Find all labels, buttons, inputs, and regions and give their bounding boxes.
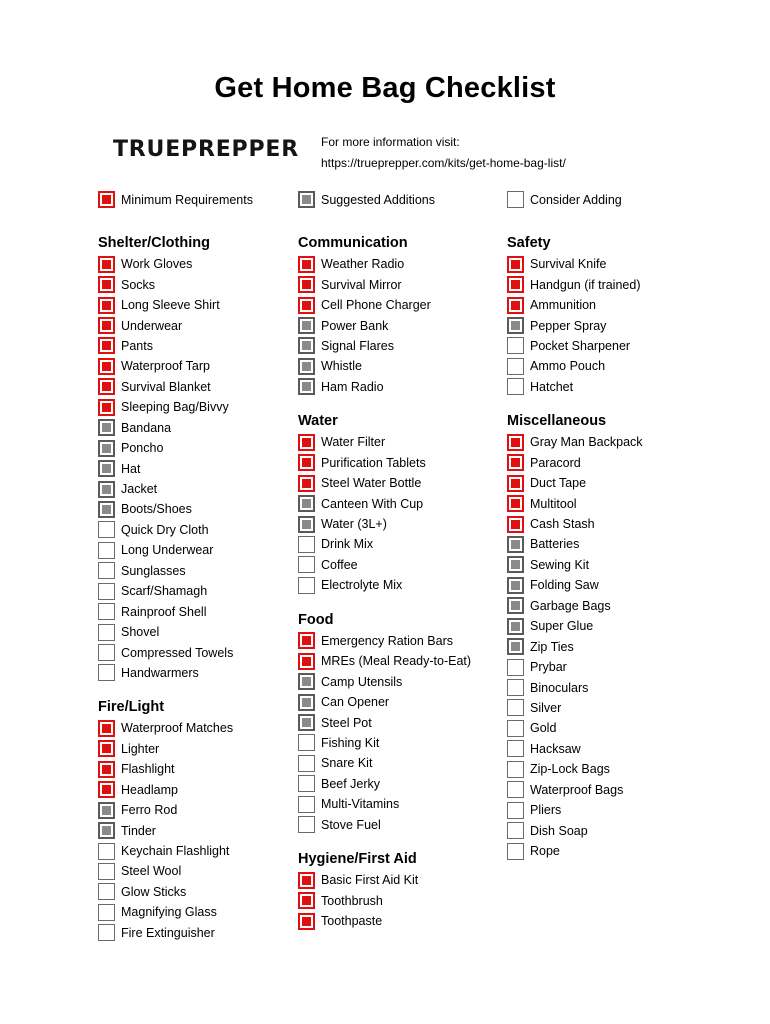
checkbox[interactable] [298, 378, 315, 395]
checklist-item[interactable] [507, 514, 727, 534]
checkbox[interactable] [98, 501, 115, 518]
checklist-item[interactable] [98, 800, 318, 820]
checklist-item[interactable] [98, 902, 318, 922]
checklist-item-label: Sewing Kit [530, 557, 590, 572]
checklist-item[interactable] [98, 356, 318, 376]
checklist-item-label: Ammo Pouch [530, 359, 606, 374]
checkbox[interactable] [98, 317, 115, 334]
checklist-item[interactable] [298, 336, 518, 356]
checklist-item-label: Beef Jerky [321, 776, 381, 791]
checkbox[interactable] [507, 740, 524, 757]
checklist-item[interactable] [98, 458, 318, 478]
checklist-item-label: Stove Fuel [321, 817, 381, 832]
checkbox[interactable] [298, 775, 315, 792]
checklist-item[interactable] [507, 677, 727, 697]
checklist-item-label: Cell Phone Charger [321, 298, 431, 313]
checklist-item-label: Hatchet [530, 379, 574, 394]
checklist-item[interactable] [298, 890, 518, 910]
checkbox[interactable] [98, 624, 115, 641]
checklist-item-label: Ferro Rod [121, 803, 178, 818]
checklist-item[interactable] [298, 254, 518, 274]
checkbox[interactable] [298, 495, 315, 512]
checkbox[interactable] [98, 740, 115, 757]
checklist-item-label: Rainproof Shell [121, 604, 207, 619]
checklist-item-label: Paracord [530, 455, 581, 470]
checkbox[interactable] [98, 562, 115, 579]
checklist-item-label: Power Bank [321, 318, 389, 333]
info-url[interactable]: https://trueprepper.com/kits/get-home-bag-list/ [321, 156, 566, 170]
checklist-item-label: Toothpaste [321, 914, 383, 929]
checklist-item[interactable] [98, 377, 318, 397]
checkbox[interactable] [507, 761, 524, 778]
checklist-item-label: Gold [530, 721, 557, 736]
checklist-item[interactable] [507, 295, 727, 315]
checklist-item[interactable] [507, 432, 727, 452]
checklist-item[interactable] [98, 418, 318, 438]
checklist-item[interactable] [98, 923, 318, 943]
checkbox[interactable] [98, 440, 115, 457]
checklist-item[interactable] [507, 657, 727, 677]
checkbox[interactable] [298, 297, 315, 314]
info-block [321, 132, 566, 174]
checklist-item-label: Survival Blanket [121, 379, 211, 394]
checklist-item[interactable] [298, 753, 518, 773]
checklist-item-label: Survival Knife [530, 257, 607, 272]
checkbox[interactable] [298, 516, 315, 533]
section-title: Shelter/Clothing [98, 235, 210, 251]
checkbox[interactable] [507, 802, 524, 819]
checklist-item[interactable] [507, 636, 727, 656]
checklist-item-label: Waterproof Tarp [121, 359, 210, 374]
checklist-item-label: Fire Extinguisher [121, 925, 215, 940]
checkbox[interactable] [507, 516, 524, 533]
checklist-item[interactable] [298, 432, 518, 452]
checkbox[interactable] [98, 521, 115, 538]
checkbox[interactable] [298, 434, 315, 451]
checkbox[interactable] [298, 816, 315, 833]
checklist-item-label: Duct Tape [530, 476, 587, 491]
checklist-item-label: Flashlight [121, 762, 175, 777]
checklist-item[interactable] [298, 473, 518, 493]
checklist-item-label: Garbage Bags [530, 598, 611, 613]
checklist-item-label: Gray Man Backpack [530, 435, 643, 450]
checklist-item[interactable] [98, 397, 318, 417]
checkbox[interactable] [507, 556, 524, 573]
checkbox[interactable] [298, 577, 315, 594]
checklist-item[interactable] [98, 499, 318, 519]
checklist-item-label: Purification Tablets [321, 455, 426, 470]
checkbox[interactable] [98, 781, 115, 798]
checklist-item-label: MREs (Meal Ready-to-Eat) [321, 654, 472, 669]
checklist-item-label: Prybar [530, 660, 567, 675]
checklist-item[interactable] [298, 692, 518, 712]
checklist-item-label: Underwear [121, 318, 183, 333]
checklist-item-label: Can Opener [321, 695, 390, 710]
checkbox[interactable] [298, 872, 315, 889]
legend-required-label: Minimum Requirements [121, 192, 253, 207]
checklist-item[interactable] [298, 712, 518, 732]
checkbox[interactable] [298, 796, 315, 813]
checkbox[interactable] [98, 883, 115, 900]
checklist-item-label: Dish Soap [530, 823, 588, 838]
checkbox[interactable] [507, 638, 524, 655]
checklist-item[interactable] [507, 780, 727, 800]
checklist-item-label: Weather Radio [321, 257, 405, 272]
checkbox[interactable] [507, 358, 524, 375]
checklist-item[interactable] [507, 254, 727, 274]
checklist-item-label: Rope [530, 844, 560, 859]
checklist-item[interactable] [298, 815, 518, 835]
checklist-item-label: Long Underwear [121, 543, 214, 558]
checkbox[interactable] [298, 653, 315, 670]
checklist-item[interactable] [298, 794, 518, 814]
checklist-column-left [98, 233, 318, 943]
checkbox[interactable] [98, 358, 115, 375]
checklist-item-label: Waterproof Matches [121, 721, 234, 736]
checklist-item-label: Quick Dry Cloth [121, 522, 209, 537]
checklist-item[interactable] [507, 315, 727, 335]
checklist-item-label: Compressed Towels [121, 645, 234, 660]
checkbox[interactable] [98, 276, 115, 293]
checkbox[interactable] [507, 822, 524, 839]
checkbox[interactable] [98, 297, 115, 314]
checklist-item-label: Batteries [530, 537, 580, 552]
checkbox[interactable] [298, 256, 315, 273]
checklist-item-label: Electrolyte Mix [321, 578, 403, 593]
checkbox[interactable] [507, 577, 524, 594]
checklist-item[interactable] [98, 739, 318, 759]
checklist-item-label: Sleeping Bag/Bivvy [121, 400, 229, 415]
checkbox[interactable] [507, 434, 524, 451]
checklist-item-label: Survival Mirror [321, 277, 402, 292]
legend-suggested-label: Suggested Additions [321, 192, 435, 207]
legend-consider [507, 191, 622, 208]
checkbox[interactable] [98, 583, 115, 600]
checklist-item-label: Super Glue [530, 619, 594, 634]
section-title: Food [298, 611, 334, 628]
checkbox[interactable] [507, 276, 524, 293]
checklist-item-label: Toothbrush [321, 893, 383, 908]
checklist-item-label: Glow Sticks [121, 884, 187, 899]
checklist-item-label: Socks [121, 277, 156, 292]
checklist-column-right [507, 233, 727, 861]
checklist-item[interactable] [98, 540, 318, 560]
checklist-item-label: Silver [530, 700, 562, 715]
checklist-item[interactable] [298, 733, 518, 753]
legend-suggested [298, 191, 435, 208]
checkbox[interactable] [98, 761, 115, 778]
checklist-item[interactable] [298, 671, 518, 691]
checkbox[interactable] [507, 454, 524, 471]
checklist-item[interactable] [98, 315, 318, 335]
checkbox[interactable] [98, 802, 115, 819]
checklist-item[interactable] [98, 336, 318, 356]
section-spacer [298, 596, 518, 610]
checklist-item[interactable] [507, 759, 727, 779]
checklist-item[interactable] [98, 479, 318, 499]
checkbox[interactable] [98, 256, 115, 273]
checklist-item[interactable] [98, 718, 318, 738]
checklist-item[interactable] [507, 820, 727, 840]
checklist-item[interactable] [298, 356, 518, 376]
checkbox[interactable] [298, 892, 315, 909]
checklist-item[interactable] [98, 663, 318, 683]
checkbox[interactable] [507, 475, 524, 492]
checklist-item-label: Magnifying Glass [121, 905, 217, 920]
checkbox[interactable] [507, 699, 524, 716]
checkbox[interactable] [507, 843, 524, 860]
checkbox[interactable] [98, 460, 115, 477]
checkbox[interactable] [298, 317, 315, 334]
checklist-item-label: Bandana [121, 420, 172, 435]
section-title: Fire/Light [98, 699, 165, 716]
checklist-item-label: Hat [121, 461, 141, 476]
checkbox[interactable] [507, 659, 524, 676]
checklist-item[interactable] [507, 555, 727, 575]
checklist-item-label: Jacket [121, 482, 158, 497]
checkbox[interactable] [298, 454, 315, 471]
checklist-item-label: Handgun (if trained) [530, 277, 641, 292]
checklist-item-label: Water (3L+) [321, 517, 387, 532]
checkbox[interactable] [298, 694, 315, 711]
checkbox[interactable] [98, 904, 115, 921]
checklist-item[interactable] [298, 274, 518, 294]
legend-consider-label: Consider Adding [530, 192, 622, 207]
checklist-item[interactable] [98, 882, 318, 902]
checklist-item[interactable] [507, 534, 727, 554]
checklist-item-label: Pepper Spray [530, 318, 607, 333]
checklist-item-label: Drink Mix [321, 537, 374, 552]
checklist-item[interactable] [98, 820, 318, 840]
section-spacer [98, 683, 318, 697]
consider-checkbox-icon [507, 191, 524, 208]
checkbox[interactable] [298, 913, 315, 930]
checklist-item[interactable] [507, 575, 727, 595]
checklist-item[interactable] [98, 861, 318, 881]
checklist-item-label: Multi-Vitamins [321, 797, 400, 812]
checklist-item-label: Sunglasses [121, 563, 186, 578]
checklist-item[interactable] [507, 616, 727, 636]
checklist-item[interactable] [98, 274, 318, 294]
checklist-item-label: Snare Kit [321, 756, 373, 771]
checklist-item-label: Camp Utensils [321, 674, 403, 689]
checkbox[interactable] [298, 276, 315, 293]
checkbox[interactable] [507, 256, 524, 273]
checkbox[interactable] [98, 419, 115, 436]
checklist-item[interactable] [298, 295, 518, 315]
checklist-item[interactable] [507, 739, 727, 759]
checklist-item-label: Whistle [321, 359, 362, 374]
checklist-item[interactable] [298, 377, 518, 397]
checklist-item-label: Hacksaw [530, 741, 581, 756]
checklist-item[interactable] [507, 274, 727, 294]
checklist-item-label: Poncho [121, 441, 164, 456]
section-title: Safety [507, 235, 551, 251]
section-title: Hygiene/First Aid [298, 850, 417, 867]
legend-required [98, 191, 253, 208]
checkbox[interactable] [507, 337, 524, 354]
checklist-item[interactable] [98, 780, 318, 800]
checkbox[interactable] [298, 337, 315, 354]
checklist-item-label: Steel Water Bottle [321, 476, 422, 491]
checklist-item[interactable] [298, 911, 518, 931]
checklist-item-label: Tinder [121, 823, 156, 838]
checklist-item-label: Binoculars [530, 680, 589, 695]
checklist-item-label: Multitool [530, 496, 577, 511]
checkbox[interactable] [507, 536, 524, 553]
checklist-item[interactable] [507, 718, 727, 738]
checklist-item-label: Waterproof Bags [530, 782, 624, 797]
section-title: Communication [298, 235, 408, 251]
checklist-item[interactable] [98, 759, 318, 779]
checkbox[interactable] [507, 618, 524, 635]
checkbox[interactable] [298, 556, 315, 573]
checklist-item[interactable] [98, 622, 318, 642]
checklist-item-label: Pocket Sharpener [530, 338, 631, 353]
checkbox[interactable] [507, 297, 524, 314]
checklist-item[interactable] [298, 774, 518, 794]
checklist-item[interactable] [507, 377, 727, 397]
checklist-item-label: Lighter [121, 741, 160, 756]
checkbox[interactable] [298, 536, 315, 553]
checkbox[interactable] [507, 781, 524, 798]
checklist-item-label: Signal Flares [321, 338, 394, 353]
checklist-item[interactable] [507, 841, 727, 861]
checkbox[interactable] [98, 664, 115, 681]
checkbox[interactable] [298, 734, 315, 751]
checkbox[interactable] [507, 597, 524, 614]
checklist-item-label: Shovel [121, 625, 160, 640]
checklist-item-label: Cash Stash [530, 517, 595, 532]
checklist-item-label: Long Sleeve Shirt [121, 298, 220, 313]
checklist-item-label: Steel Wool [121, 864, 182, 879]
checklist-item[interactable] [98, 438, 318, 458]
checklist-item[interactable] [98, 841, 318, 861]
checkbox[interactable] [298, 475, 315, 492]
checklist-column-middle [298, 233, 518, 931]
checkbox[interactable] [298, 673, 315, 690]
checklist-item-label: Folding Saw [530, 578, 599, 593]
checkbox[interactable] [507, 720, 524, 737]
checkbox[interactable] [98, 720, 115, 737]
checkbox[interactable] [98, 822, 115, 839]
checklist-item[interactable] [298, 315, 518, 335]
trueprepper-logo: TRUEPREPPER [113, 137, 299, 162]
section-title: Miscellaneous [507, 413, 607, 430]
checkbox[interactable] [507, 679, 524, 696]
section-spacer [298, 397, 518, 411]
checkbox[interactable] [98, 378, 115, 395]
checklist-item[interactable] [298, 870, 518, 890]
checklist-item-label: Keychain Flashlight [121, 844, 230, 859]
checklist-item-label: Boots/Shoes [121, 502, 192, 517]
checkbox[interactable] [298, 358, 315, 375]
checkbox[interactable] [98, 843, 115, 860]
checklist-item[interactable] [98, 581, 318, 601]
suggested-checkbox-icon [298, 191, 315, 208]
checklist-item[interactable] [98, 601, 318, 621]
checklist-item[interactable] [298, 453, 518, 473]
checklist-item-label: Emergency Ration Bars [321, 633, 454, 648]
checklist-item[interactable] [298, 631, 518, 651]
checklist-item-label: Basic First Aid Kit [321, 873, 419, 888]
required-checkbox-icon [98, 191, 115, 208]
checklist-item-label: Water Filter [321, 435, 386, 450]
checklist-item[interactable] [98, 520, 318, 540]
checklist-item[interactable] [298, 575, 518, 595]
checklist-item[interactable] [507, 698, 727, 718]
checklist-item-label: Scarf/Shamagh [121, 584, 208, 599]
checklist-item[interactable] [507, 453, 727, 473]
checklist-item[interactable] [298, 651, 518, 671]
checklist-item[interactable] [507, 493, 727, 513]
section-spacer [298, 835, 518, 849]
checklist-item-label: Ammunition [530, 298, 596, 313]
checkbox[interactable] [98, 337, 115, 354]
checklist-item[interactable] [298, 534, 518, 554]
checklist-item[interactable] [298, 493, 518, 513]
page-title: Get Home Bag Checklist [214, 72, 556, 104]
checkbox[interactable] [98, 863, 115, 880]
checkbox[interactable] [507, 378, 524, 395]
checklist-item[interactable] [98, 642, 318, 662]
checkbox[interactable] [98, 399, 115, 416]
checklist-item-label: Zip-Lock Bags [530, 762, 610, 777]
checklist-item[interactable] [507, 473, 727, 493]
checkbox[interactable] [507, 495, 524, 512]
checklist-item[interactable] [507, 356, 727, 376]
section-title: Water [298, 413, 338, 430]
checkbox[interactable] [298, 632, 315, 649]
checklist-item[interactable] [98, 254, 318, 274]
checklist-item-label: Handwarmers [121, 665, 199, 680]
checklist-item[interactable] [298, 514, 518, 534]
checklist-item[interactable] [98, 295, 318, 315]
info-line: For more information visit: [321, 135, 460, 149]
checklist-item-label: Canteen With Cup [321, 496, 424, 511]
checkbox[interactable] [298, 755, 315, 772]
checklist-item[interactable] [507, 336, 727, 356]
checklist-item-label: Pants [121, 338, 153, 353]
checklist-item-label: Ham Radio [321, 379, 384, 394]
checkbox[interactable] [298, 714, 315, 731]
checkbox[interactable] [98, 644, 115, 661]
checklist-item-label: Pliers [530, 803, 562, 818]
checklist-item[interactable] [298, 555, 518, 575]
section-spacer [507, 397, 727, 411]
checkbox[interactable] [98, 603, 115, 620]
checklist-item-label: Fishing Kit [321, 735, 380, 750]
checklist-item-label: Work Gloves [121, 257, 193, 272]
checklist-item-label: Zip Ties [530, 639, 574, 654]
checklist-item[interactable] [98, 561, 318, 581]
checklist-item-label: Steel Pot [321, 715, 372, 730]
checkbox[interactable] [507, 317, 524, 334]
checkbox[interactable] [98, 481, 115, 498]
checklist-item[interactable] [507, 800, 727, 820]
checklist-item-label: Headlamp [121, 782, 178, 797]
checkbox[interactable] [98, 542, 115, 559]
checklist-item[interactable] [507, 596, 727, 616]
checklist-item-label: Coffee [321, 557, 358, 572]
checkbox[interactable] [98, 924, 115, 941]
